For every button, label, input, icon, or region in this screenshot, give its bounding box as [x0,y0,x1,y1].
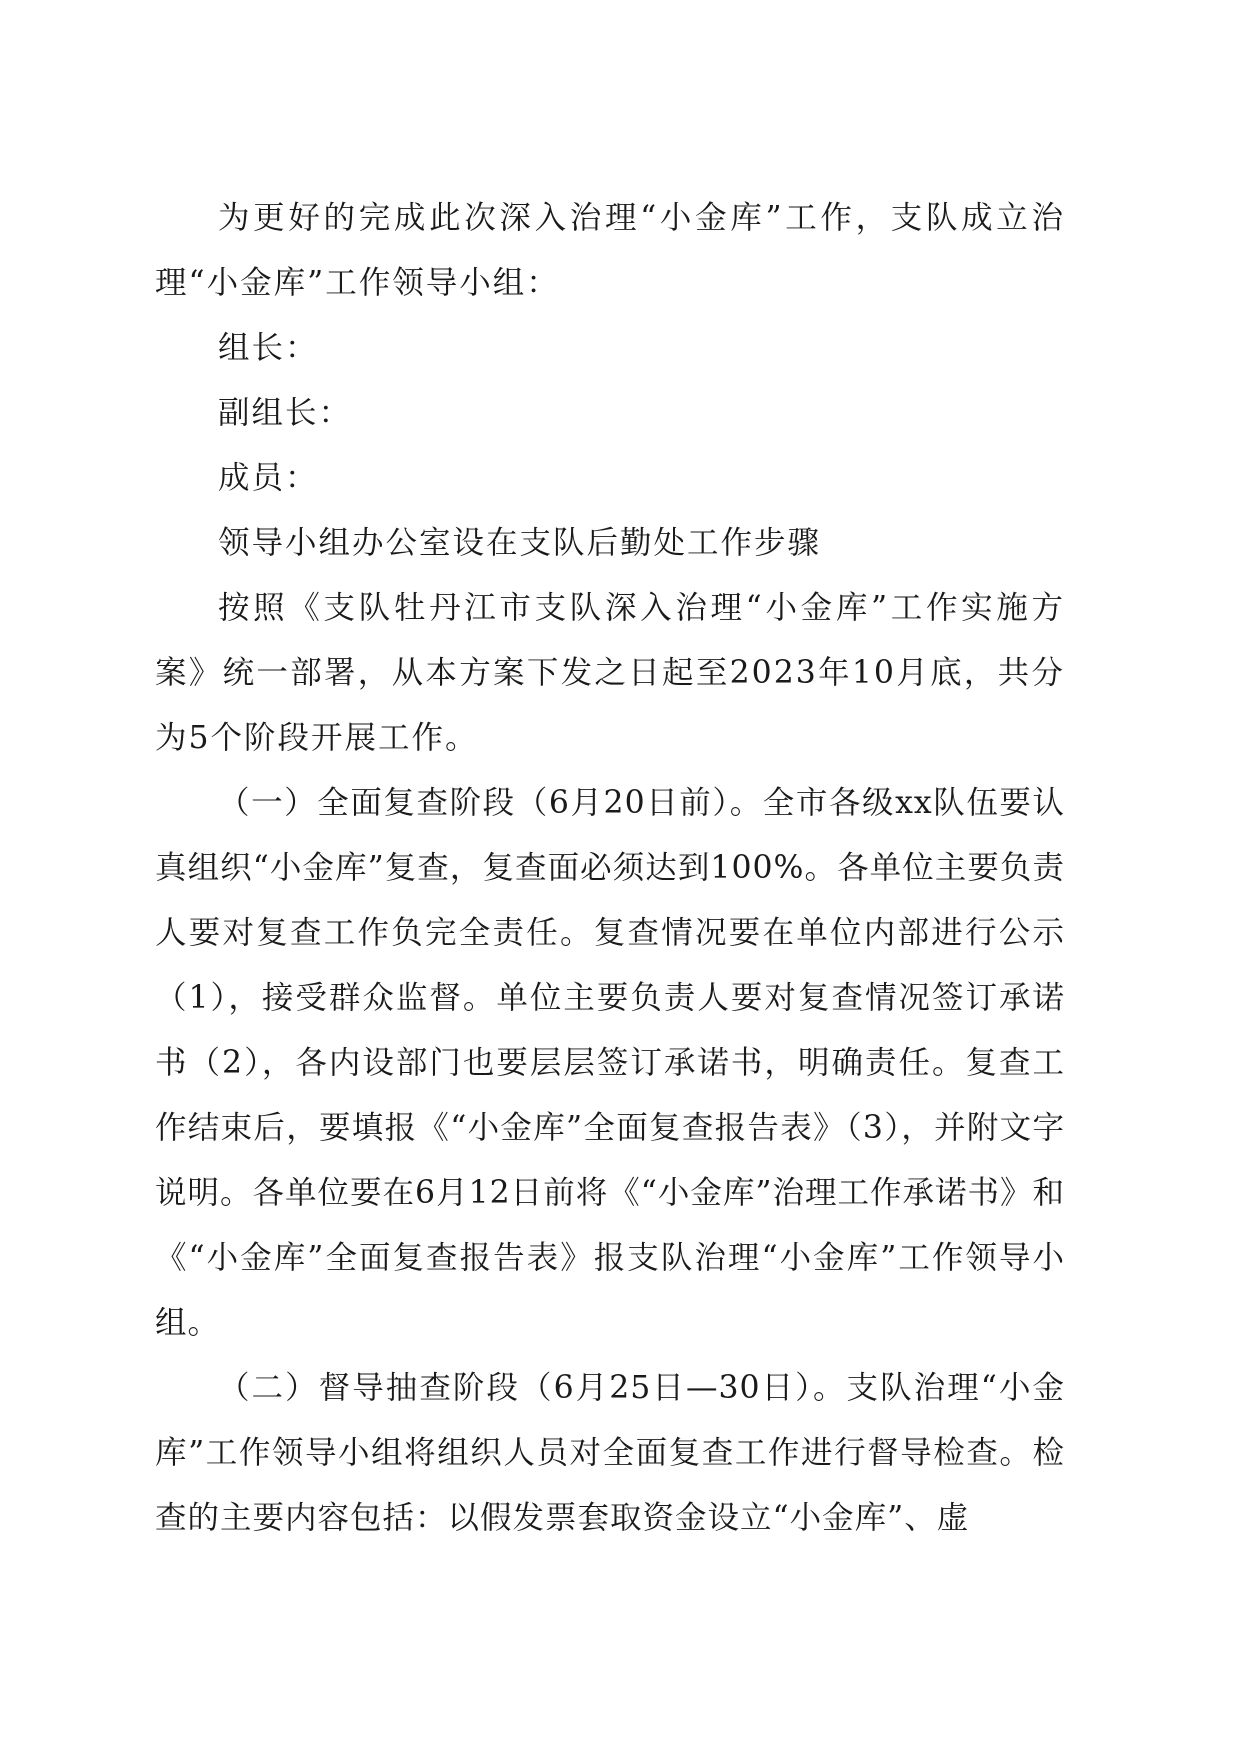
paragraph-members: 成员： [218,460,319,496]
paragraph-leadership-group: 为更好的完成此次深入治理“小金库”工作，支队成立治理“小金库”工作领导小组： [155,200,1065,301]
paragraph-group-leader: 组长： [218,330,319,366]
paragraph-office-location: 领导小组办公室设在支队后勤处工作步骤 [218,525,822,561]
paragraph-deputy-leader: 副组长： [218,395,353,431]
paragraph-stage-two: （二）督导抽查阶段（6月25日—30日）。支队治理“小金库”工作领导小组将组织人员对全面复查工作进行督导检查。检查的主要内容包括：以假发票套取资金设立“小金库”、虚 [155,1370,1065,1536]
paragraph-stage-one: （一）全面复查阶段（6月20日前）。全市各级xx队伍要认真组织“小金库”复查，复查面必须达到100%。各单位主要负责人要对复查工作负完全责任。复查情况要在单位内部进行公示（1），接受群众监督。单位主要负责人要对复查情况签订承诺书（2），各内设部门也要层层签订承诺书，明确责任。复查工作结束后，要填报《“小金库”全面复查报告表》（3），并附文字说明。各单位要在6月12日前将《“小金库”治理工作承诺书》和《“小金库”全面复查报告表》报支队治理“小金库”工作领导小组。 [155,785,1065,1341]
paragraph-work-stages: 按照《支队牡丹江市支队深入治理“小金库”工作实施方案》统一部署，从本方案下发之日起至2023年10月底，共分为5个阶段开展工作。 [155,590,1065,756]
document-body [155,186,1065,1551]
